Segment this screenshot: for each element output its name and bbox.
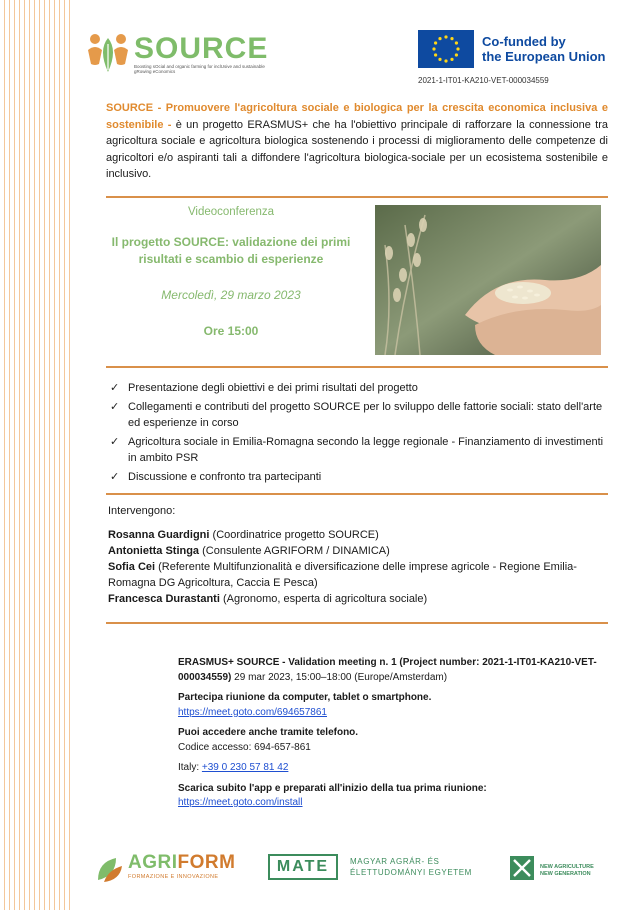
- mate-logo: [268, 854, 488, 884]
- checkmark-icon: ✓: [110, 471, 120, 483]
- agriform-subtitle: FORMAZIONE E INNOVAZIONE: [128, 874, 219, 880]
- flyer-page: [86, 0, 622, 910]
- new-agriculture-logo: [510, 854, 620, 884]
- hands-with-grains-photo: [375, 205, 601, 355]
- divider-3: [106, 493, 608, 495]
- speakers-label: Intervengono:: [108, 505, 176, 517]
- meeting-title: ERASMUS+ SOURCE - Validation meeting n. 1 (Project number: 2021-1-IT01-KA210-VET-000034559): [178, 657, 597, 683]
- event-time: Ore 15:00: [203, 324, 259, 338]
- app-install-link[interactable]: https://meet.goto.com/install: [178, 797, 303, 808]
- meeting-title-block: [178, 656, 608, 685]
- speaker-item: Francesca Durastanti (Agronomo, esperta di agricoltura sociale): [108, 593, 428, 605]
- eu-cofunded-logo: [418, 30, 618, 88]
- join-block: [178, 691, 608, 720]
- agriform-logo: [94, 852, 244, 886]
- source-logo: [86, 30, 269, 80]
- speaker-item: Rosanna Guardigni (Coordinatrice progetto SOURCE): [108, 529, 379, 541]
- italy-label: Italy:: [178, 762, 202, 773]
- speaker-item: Sofia Cei (Referente Multifunzionalità e diversificazione delle imprese agricole - Regione Emilia-Romagna DG Agricoltura, Caccia E Pesca): [108, 561, 577, 589]
- mate-mark: MATE: [268, 854, 338, 880]
- speakers-section: [108, 503, 608, 607]
- header: [86, 0, 622, 92]
- join-link[interactable]: https://meet.goto.com/694657861: [178, 706, 327, 718]
- agenda-list: [108, 380, 608, 488]
- join-label: Partecipa riunione da computer, tablet o smartphone.: [178, 692, 432, 703]
- eu-flag-icon: [418, 30, 474, 68]
- new-agriculture-icon: [510, 856, 534, 880]
- event-date: Mercoledì, 29 marzo 2023: [161, 288, 301, 302]
- checkmark-icon: ✓: [110, 436, 120, 448]
- new-agriculture-text: NEW AGRICULTURE NEW GENERATION: [540, 864, 594, 877]
- intro-paragraph: [106, 100, 608, 183]
- event-kind: Videoconferenza: [187, 206, 275, 218]
- source-tagline: Boosting sOcial and organic farming for inclUsive and sustainable gRowing eConomics: [134, 64, 265, 74]
- app-label: Scarica subito l'app e preparati all'inizio della tua prima riunione:: [178, 782, 487, 794]
- agriform-leaf-icon: [94, 854, 124, 884]
- intro-text: è un progetto ERASMUS+ che ha l'obiettivo principale di rafforzare la connessione tra agricoltura sociale e agricoltura biologica sostenendo i processi di miglioramento delle competenze di agricoltori e/o aspiranti tali a diffondere l'agricoltura biologica-sociale per un ecosistema sostenibile e inclusivo.: [106, 118, 608, 180]
- italy-phone-link[interactable]: +39 0 230 57 81 42: [201, 762, 289, 773]
- list-item: ✓ Agricoltura sociale in Emilia-Romagna secondo la legge regionale - Finanziamento di investimenti in ambito PSR: [110, 436, 604, 464]
- checkmark-icon: ✓: [110, 382, 120, 394]
- project-code: 2021-1-IT01-KA210-VET-000034559: [418, 76, 549, 85]
- intro-highlight: SOURCE - Promuovere l'agricoltura sociale e biologica per la crescita economica inclusiva e sostenibile -: [106, 102, 608, 131]
- access-code: Codice accesso: 694-657-861: [178, 741, 311, 753]
- list-item: ✓ Collegamenti e contributi del progetto SOURCE per lo sviluppo delle fattorie sociali: stato dell'arte ed esperienze in corso: [110, 401, 603, 429]
- mate-university-name: MAGYAR AGRÁR- ÉS ÉLETTUDOMÁNYI EGYETEM: [350, 857, 472, 877]
- event-info: [108, 204, 354, 338]
- checkmark-icon: ✓: [110, 401, 120, 413]
- source-brand-name: SOURCE: [134, 32, 269, 65]
- app-block: [178, 782, 608, 811]
- event-title: Il progetto SOURCE: validazione dei primi risultati e scambio di esperienze: [111, 235, 351, 266]
- divider-1: [106, 196, 608, 198]
- meeting-when: 29 mar 2023, 15:00–18:00 (Europe/Amsterdam): [231, 671, 448, 683]
- speaker-item: Antonietta Stinga (Consulente AGRIFORM / DINAMICA): [108, 545, 390, 557]
- footer-logos: [86, 850, 622, 890]
- decorative-side-stripes: [0, 0, 72, 910]
- list-item: ✓ Presentazione degli obiettivi e dei primi risultati del progetto: [110, 382, 418, 394]
- phone-block: [178, 726, 608, 755]
- list-item: ✓ Discussione e confronto tra partecipanti: [110, 471, 322, 483]
- divider-2: [106, 366, 608, 368]
- meeting-details: [178, 656, 608, 817]
- divider-4: [106, 622, 608, 624]
- source-people-icon: [86, 30, 130, 76]
- italy-phone-block: [178, 761, 608, 776]
- phone-label: Puoi accedere anche tramite telefono.: [178, 727, 359, 738]
- eu-cofunded-label: Co-funded by the European Union: [482, 34, 606, 64]
- agriform-name: AGRIFORM: [128, 852, 236, 873]
